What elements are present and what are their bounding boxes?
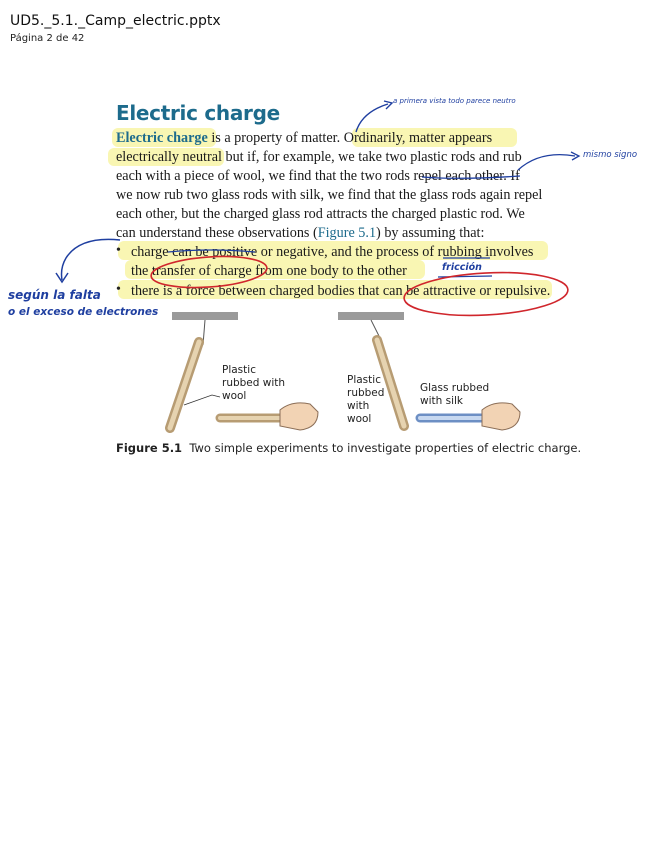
caption-number: Figure 5.1 (116, 441, 183, 455)
line-text: is a property of matter. Ordinarily, matter appears (207, 130, 493, 146)
figure-label-glass: Glass rubbed with silk (420, 382, 490, 407)
paragraph-line: electrically neutral but if, for example, we take two plastic rods and rub (116, 149, 522, 165)
annotation-left-note-2: o el exceso de electrones (8, 306, 159, 318)
bullet-line: the transfer of charge from one body to the other (131, 263, 407, 279)
line-text: can understand these observations ( (116, 225, 318, 241)
strike-line (168, 250, 255, 252)
file-title: UD5._5.1._Camp_electric.pptx (10, 13, 221, 29)
bullet-line: there is a force between charged bodies that can be attractive or repulsive. (131, 283, 551, 299)
slide-heading: Electric charge (116, 101, 280, 125)
annotation-left-note-1: según la falta (8, 288, 101, 302)
arrow-line (518, 155, 575, 170)
paragraph-line: each other, but the charged glass rod attracts the charged plastic rod. We (116, 206, 525, 222)
figure-label-plastic-left: Plastic rubbed with wool (222, 364, 286, 402)
red-circle (150, 253, 268, 291)
underline (422, 176, 520, 178)
caption-text: Two simple experiments to investigate properties of electric charge. (189, 441, 582, 455)
arrow-line (356, 104, 388, 132)
figure-label-plastic-right: Plastic rubbed with wool (347, 374, 385, 425)
arrow-line (62, 239, 121, 280)
annotation-friction: fricción (442, 262, 482, 273)
paragraph-line: we now rub two glass rods with silk, we find that the glass rods again repel (116, 187, 543, 203)
annotation-top-note: a primera vista todo parece neutro (393, 97, 516, 105)
page-indicator: Página 2 de 42 (10, 33, 85, 44)
figure-reference: Figure 5.1 (317, 225, 377, 241)
bullet-symbol: • (116, 243, 121, 258)
bullet-line: charge can be positive or negative, and the process of rubbing involves (131, 244, 534, 260)
bullet-symbol: • (116, 282, 121, 297)
paragraph-line: each with a piece of wool, we find that the two rods repel each other. If (116, 168, 520, 184)
keyword: Electric charge (116, 130, 208, 146)
line-text: ) by assuming that: (376, 225, 485, 241)
annotation-same-sign: mismo signo (583, 150, 638, 160)
